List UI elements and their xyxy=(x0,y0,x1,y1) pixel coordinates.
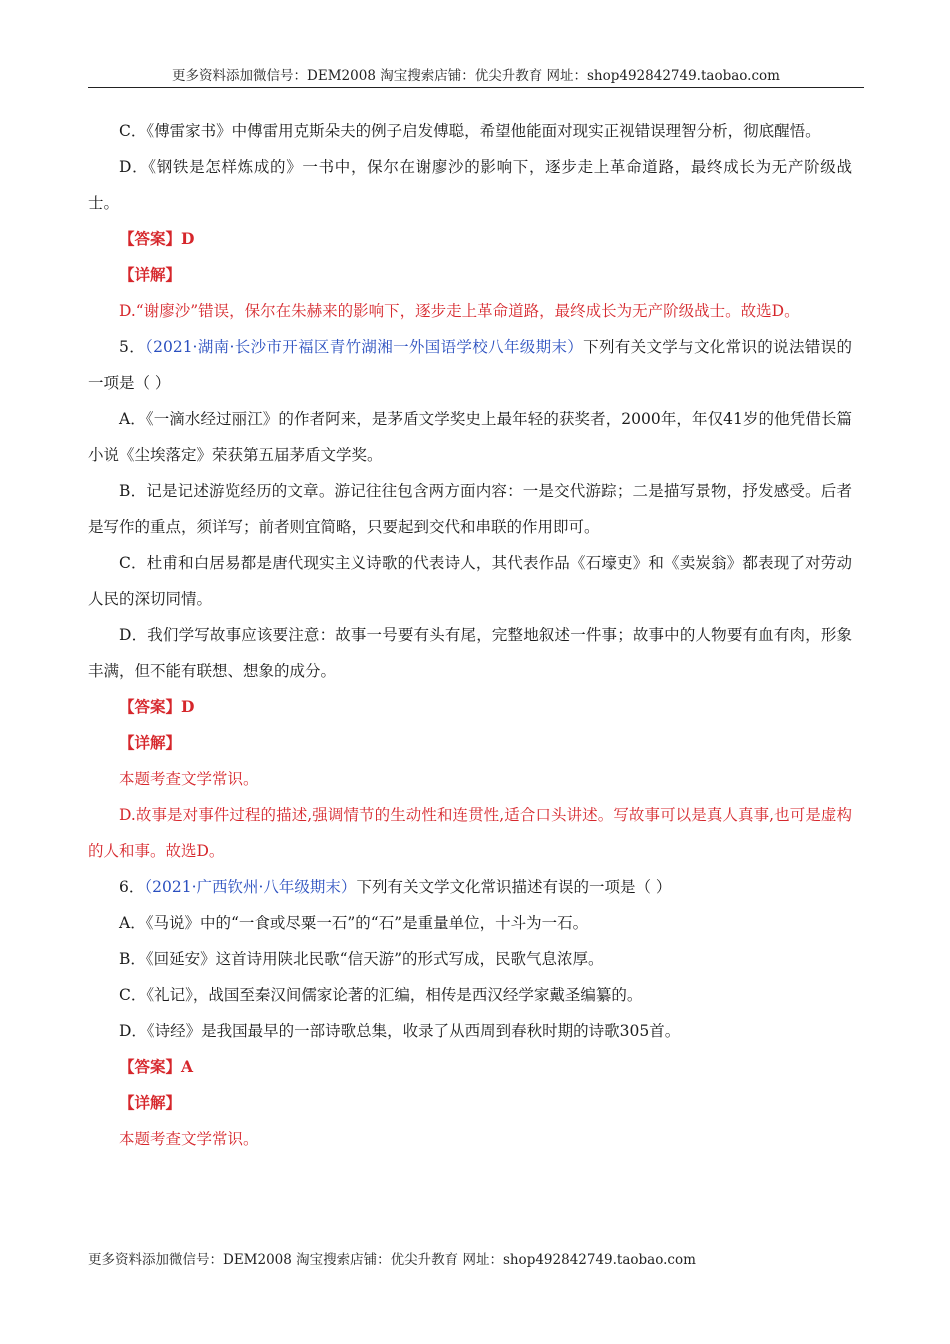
page-header: 更多资料添加微信号：DEM2008 淘宝搜索店铺：优尖升教育 网址：shop492842749.taobao.com xyxy=(172,68,780,84)
q4-answer-label: 【答案】D xyxy=(119,229,195,248)
page-footer: 更多资料添加微信号：DEM2008 淘宝搜索店铺：优尖升教育 网址：shop492842749.taobao.com xyxy=(88,1252,696,1268)
q5-explain-label: 【详解】 xyxy=(119,733,182,752)
q5-option-d: D．我们学写故事应该要注意：故事一号要有头有尾，完整地叙述一件事；故事中的人物要有血有肉，形象丰满，但不能有联想、想象的成分。 xyxy=(88,626,852,680)
q4-option-d: D．《钢铁是怎样炼成的》一书中，保尔在谢廖沙的影响下，逐步走上革命道路，最终成长为无产阶级战士。 xyxy=(88,158,852,212)
q6-option-a: A．《马说》中的“一食或尽粟一石”的“石”是重量单位，十斗为一石。 xyxy=(119,914,589,932)
q5-explain-intro: 本题考查文学常识。 xyxy=(119,770,259,788)
q6-option-b: B．《回延安》这首诗用陕北民歌“信天游”的形式写成，民歌气息浓厚。 xyxy=(119,950,604,968)
q5-number: 5． xyxy=(119,338,146,356)
q4-explain-text: D.“谢廖沙”错误，保尔在朱赫来的影响下，逐步走上革命道路，最终成长为无产阶级战士。故选D。 xyxy=(119,302,800,320)
q6-explain-intro: 本题考查文学常识。 xyxy=(119,1130,259,1148)
q5-question: 下列有关文学与文化常识的说法错误的一项是（ ） xyxy=(88,338,852,392)
q5-source: （2021·湖南·长沙市开福区青竹湖湘一外国语学校八年级期末） xyxy=(145,338,584,356)
q6-question: 下列有关文学文化常识描述有误的一项是（ ） xyxy=(356,878,672,896)
q6-option-c: C．《礼记》，战国至秦汉间儒家论著的汇编，相传是西汉经学家戴圣编纂的。 xyxy=(119,986,643,1004)
q6-answer-label: 【答案】A xyxy=(119,1057,194,1076)
q5-stem xyxy=(88,329,852,401)
q5-explain-text: D.故事是对事件过程的描述,强调情节的生动性和连贯性,适合口头讲述。写故事可以是真人真事,也可是虚构的人和事。故选D。 xyxy=(88,806,852,860)
q6-stem xyxy=(88,869,852,905)
q5-option-c: C．杜甫和白居易都是唐代现实主义诗歌的代表诗人，其代表作品《石壕吏》和《卖炭翁》都表现了对劳动人民的深切同情。 xyxy=(88,554,852,608)
document-body xyxy=(88,113,852,1157)
q5-answer-label: 【答案】D xyxy=(119,697,195,716)
q6-number: 6． xyxy=(119,878,145,896)
header-divider xyxy=(88,87,864,88)
q5-option-b: B．记是记述游览经历的文章。游记往往包含两方面内容：一是交代游踪；二是描写景物，抒发感受。后者是写作的重点，须详写；前者则宜简略，只要起到交代和串联的作用即可。 xyxy=(88,482,852,536)
q6-source: （2021·广西钦州·八年级期末） xyxy=(144,878,357,896)
q4-explain-label: 【详解】 xyxy=(119,265,182,284)
q5-option-a: A．《一滴水经过丽江》的作者阿来，是茅盾文学奖史上最年轻的获奖者，2000年，年仅41岁的他凭借长篇小说《尘埃落定》荣获第五届茅盾文学奖。 xyxy=(88,410,852,464)
q6-option-d: D．《诗经》是我国最早的一部诗歌总集，收录了从西周到春秋时期的诗歌305首。 xyxy=(119,1022,681,1040)
q4-option-c: C．《傅雷家书》中傅雷用克斯朵夫的例子启发傅聪，希望他能面对现实正视错误理智分析，彻底醒悟。 xyxy=(119,122,821,140)
q6-explain-label: 【详解】 xyxy=(119,1093,182,1112)
